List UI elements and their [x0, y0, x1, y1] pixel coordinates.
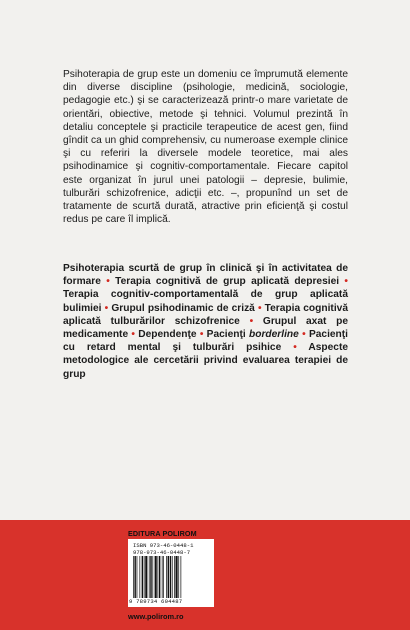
- contents-item: Terapia cognitiv-comportamentală de grup aplicată bulimiei: [63, 289, 348, 314]
- bullet-separator: •: [104, 302, 109, 314]
- bullet-separator: •: [106, 276, 110, 288]
- barcode-bar: [142, 556, 143, 598]
- book-description: Psihoterapia de grup este un domeniu ce împrumută elemente din diverse discipline (psihologie, medicină, sociologie, pedagogie etc.) şi se caracterizează printr-o mare varietate de orientări, obiective, metode şi tehnici. Volumul prezintă în detaliu conceptele şi practicile terapeutice de acest gen, fiind gîndit ca un ghid comprehensiv, cu numeroase exemple clinice şi cu referiri la diversele modele teoretice, mai ales psihodinamice şi cognitiv-comportamentale. Fiecare capitol este organizat în jurul unei patologii – depresie, bulimie, tulburări schizofrenice, adicţii etc. –, propunînd un set de tratamente de scurtă durată, atractive prin eficienţă şi costul redus pe care îl implică.: [63, 69, 348, 226]
- publisher-name: EDITURA POLIROM: [128, 529, 197, 538]
- barcode-bar: [172, 556, 173, 598]
- contents-item: Grupul axat pe medicamente: [63, 315, 349, 341]
- barcode-bar: [178, 556, 179, 598]
- bullet-separator: •: [293, 342, 297, 354]
- contents-item: Psihoterapia scurtă de grup în clinică şi în activitatea de formare: [63, 263, 348, 288]
- contents-item: Terapia cognitivă aplicată tulburărilor schizofrenice: [63, 302, 348, 327]
- contents-item: Grupul psihodinamic de criză: [111, 302, 255, 314]
- bullet-separator: •: [302, 329, 306, 341]
- bullet-separator: •: [199, 329, 204, 341]
- barcode-bar: [163, 556, 164, 598]
- barcode-bar: [137, 556, 138, 598]
- barcode-bar: [133, 556, 134, 598]
- contents-item: Pacienţi: [206, 329, 246, 341]
- bullet-separator: •: [257, 302, 262, 314]
- barcode-digits: 9 789734 604487: [129, 598, 183, 605]
- barcode-bar: [134, 556, 135, 598]
- bullet-separator: •: [249, 315, 254, 327]
- barcode-bar: [168, 556, 169, 598]
- barcode-bar: [157, 556, 158, 598]
- isbn-13: 978-973-46-0448-7: [133, 549, 191, 556]
- barcode-bar: [144, 556, 145, 598]
- isbn-10: ISBN 973-46-0448-1: [133, 542, 194, 549]
- barcode-bar: [145, 556, 147, 598]
- barcode-bar: [181, 556, 182, 598]
- barcode-bar: [152, 556, 153, 598]
- barcode-bars: [133, 556, 209, 598]
- contents-item: Terapia cognitivă de grup aplicată depresiei: [115, 276, 340, 288]
- contents-item: Pacienţi cu retard mental şi tulburări psihice: [63, 329, 349, 354]
- barcode-bar: [170, 556, 171, 598]
- barcode-bar: [149, 556, 150, 598]
- bullet-separator: •: [344, 276, 348, 288]
- barcode-bar: [162, 556, 163, 598]
- contents-item-italic: borderline: [249, 329, 299, 341]
- contents-item: Dependenţe: [138, 329, 197, 341]
- barcode-bar: [150, 556, 151, 598]
- publisher-website: www.polirom.ro: [128, 612, 184, 621]
- barcode-bar: [166, 556, 167, 598]
- barcode-bar: [139, 556, 140, 598]
- barcode-bar: [159, 556, 160, 598]
- bullet-separator: •: [131, 329, 135, 341]
- contents-item: Aspecte metodologice ale cercetării privind evaluarea terapiei de grup: [63, 342, 349, 380]
- barcode-bar: [155, 556, 157, 598]
- barcode-bar: [175, 556, 177, 598]
- barcode-bar: [174, 556, 175, 598]
- contents-list: [63, 262, 348, 381]
